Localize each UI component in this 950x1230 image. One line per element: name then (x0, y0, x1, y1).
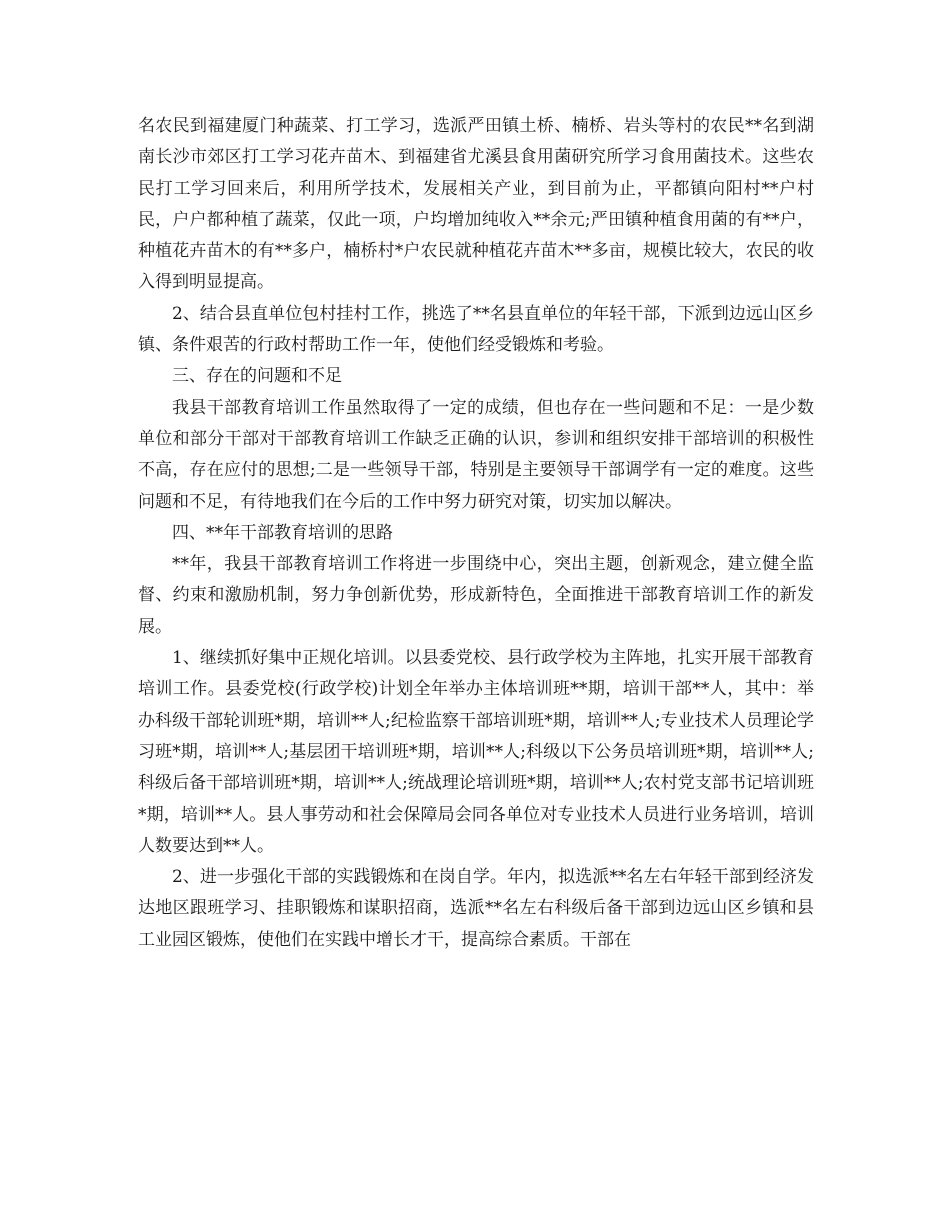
paragraph-plan-item-1: 1、继续抓好集中正规化培训。以县委党校、县行政学校为主阵地，扎实开展干部教育培训工作。县委党校(行政学校)计划全年举办主体培训班**期，培训干部**人，其中：举办科级干部轮训班*期，培训**人;纪检监察干部培训班*期，培训**人;专业技术人员理论学习班*期，培训**人;基层团干培训班*期，培训**人;科级以下公务员培训班*期，培训**人;科级后备干部培训班*期，培训**人;统战理论培训班*期，培训**人;农村党支部书记培训班*期，培训**人。县人事劳动和社会保障局会同各单位对专业技术人员进行业务培训，培训人数要达到**人。 (138, 648, 814, 856)
document-body (138, 111, 814, 956)
paragraph-problems: 我县干部教育培训工作虽然取得了一定的成绩，但也存在一些问题和不足：一是少数单位和部分干部对干部教育培训工作缺乏正确的认识，参训和组织安排干部培训的积极性不高，存在应付的思想;二是一些领导干部，特别是主要领导干部调学有一定的难度。这些问题和不足，有待地我们在今后的工作中努力研究对策，切实加以解决。 (138, 397, 814, 512)
paragraph-continuation: 名农民到福建厦门种蔬菜、打工学习，选派严田镇土桥、楠桥、岩头等村的农民**名到湖南长沙市郊区打工学习花卉苗木、到福建省尤溪县食用菌研究所学习食用菌技术。这些农民打工学习回来后，利用所学技术，发展相关产业，到目前为止，平都镇向阳村**户村民，户户都种植了蔬菜，仅此一项，户均增加纯收入**余元;严田镇种植食用菌的有**户，种植花卉苗木的有**多户，楠桥村*户农民就种植花卉苗木**多亩，规模比较大，农民的收入得到明显提高。 (138, 116, 814, 293)
paragraph-plan-item-2: 2、进一步强化干部的实践锻炼和在岗自学。年内，拟选派**名左右年轻干部到经济发达地区跟班学习、挂职锻炼和谋职招商，选派**名左右科级后备干部到边远山区乡镇和县工业园区锻炼，使他们在实践中增长才干，提高综合素质。干部在 (138, 867, 814, 950)
section-heading-problems: 三、存在的问题和不足 (172, 366, 342, 387)
paragraph-plan-intro: **年，我县干部教育培训工作将进一步围绕中心，突出主题，创新观念，建立健全监督、约束和激励机制，努力争创新优势，形成新特色，全面推进干部教育培训工作的新发展。 (138, 554, 814, 637)
section-heading-plan: 四、**年干部教育培训的思路 (172, 522, 393, 543)
paragraph-item-2: 2、结合县直单位包村挂村工作，挑选了**名县直单位的年轻干部，下派到边远山区乡镇、条件艰苦的行政村帮助工作一年，使他们经受锻炼和考验。 (138, 303, 814, 356)
